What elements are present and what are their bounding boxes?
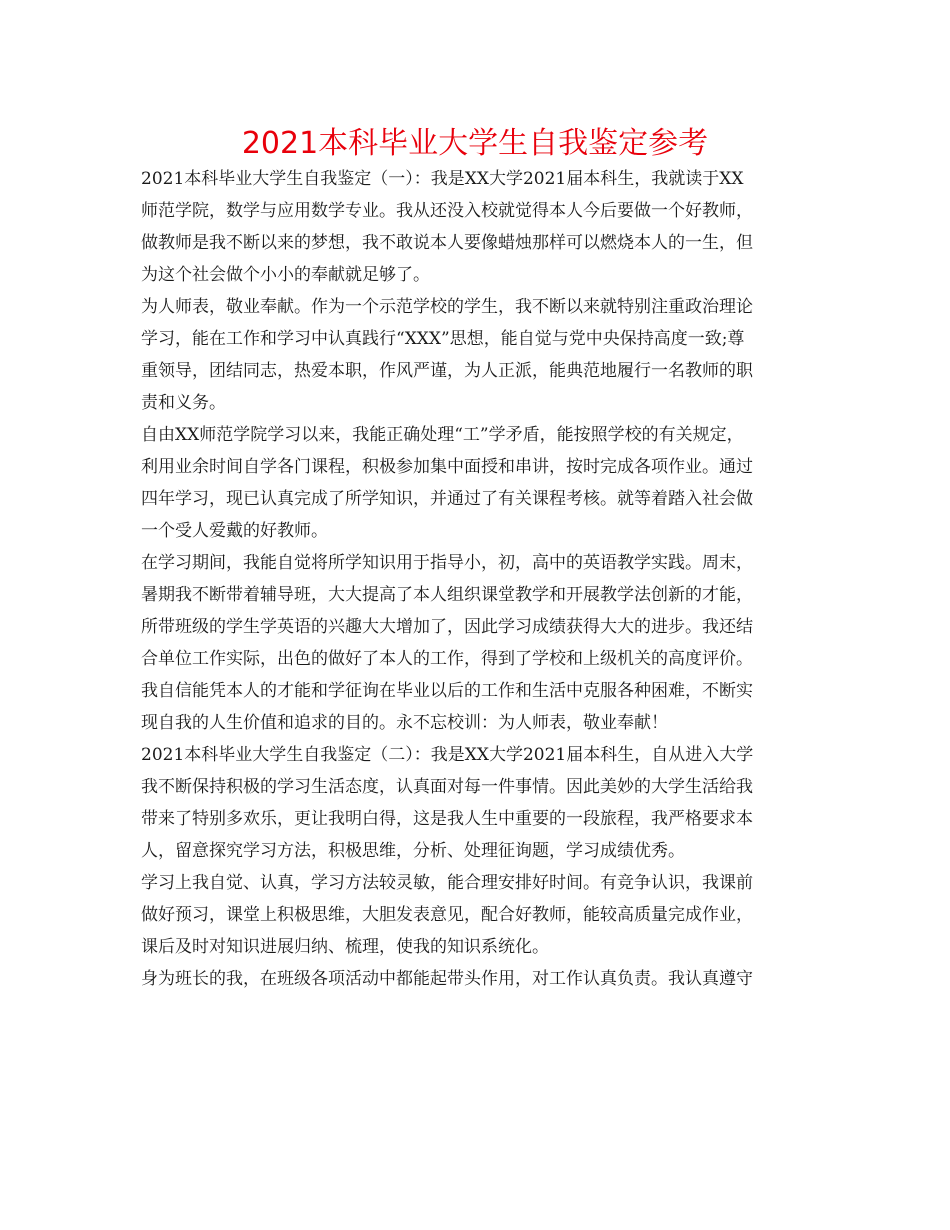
body-line: 一个受人爱戴的好教师。 bbox=[141, 521, 328, 541]
body-line: 带来了特别多欢乐，更让我明白得，这是我人生中重要的一段旅程，我严格要求本 bbox=[141, 809, 753, 829]
body-line: 我自信能凭本人的才能和学征询在毕业以后的工作和生活中克服各种困难，不断实 bbox=[141, 681, 753, 701]
body-line: 师范学院，数学与应用数学专业。我从还没入校就觉得本人今后要做一个好教师， bbox=[141, 201, 753, 221]
body-line: 四年学习，现已认真完成了所学知识，并通过了有关课程考核。就等着踏入社会做 bbox=[141, 489, 753, 509]
body-line: 重领导，团结同志，热爱本职，作风严谨，为人正派，能典范地履行一名教师的职 bbox=[141, 361, 753, 381]
body-line: 在学习期间，我能自觉将所学知识用于指导小，初，高中的英语教学实践。周末， bbox=[141, 553, 753, 573]
document-title: 2021本科毕业大学生自我鉴定参考 bbox=[241, 126, 709, 161]
body-line: 责和义务。 bbox=[141, 393, 226, 413]
body-line: 为人师表，敬业奉献。作为一个示范学校的学生，我不断以来就特别注重政治理论 bbox=[141, 297, 753, 317]
body-line: 所带班级的学生学英语的兴趣大大增加了，因此学习成绩获得大大的进步。我还结 bbox=[141, 617, 753, 637]
body-line: 2021本科毕业大学生自我鉴定（一）：我是XX大学2021届本科生，我就读于XX bbox=[141, 169, 744, 189]
body-line: 身为班长的我，在班级各项活动中都能起带头作用，对工作认真负责。我认真遵守 bbox=[141, 969, 753, 989]
body-line: 人，留意探究学习方法，积极思维，分析、处理征询题，学习成绩优秀。 bbox=[141, 841, 685, 861]
body-line: 现自我的人生价值和追求的目的。永不忘校训：为人师表，敬业奉献！ bbox=[141, 713, 668, 733]
body-line: 利用业余时间自学各门课程，积极参加集中面授和串讲，按时完成各项作业。通过 bbox=[141, 457, 753, 477]
body-line: 学习，能在工作和学习中认真践行“XXX”思想，能自觉与党中央保持高度一致;尊 bbox=[141, 329, 745, 349]
body-line: 做教师是我不断以来的梦想，我不敢说本人要像蜡烛那样可以燃烧本人的一生，但 bbox=[141, 233, 753, 253]
document-body bbox=[141, 163, 831, 995]
body-line: 学习上我自觉、认真，学习方法较灵敏，能合理安排好时间。有竞争认识，我课前 bbox=[141, 873, 753, 893]
body-line: 做好预习，课堂上积极思维，大胆发表意见，配合好教师，能较高质量完成作业， bbox=[141, 905, 753, 925]
body-line: 为这个社会做个小小的奉献就足够了。 bbox=[141, 265, 430, 285]
body-line: 2021本科毕业大学生自我鉴定（二）：我是XX大学2021届本科生，自从进入大学 bbox=[141, 745, 754, 765]
body-line: 我不断保持积极的学习生活态度，认真面对每一件事情。因此美妙的大学生活给我 bbox=[141, 777, 753, 797]
body-line: 课后及时对知识进展归纳、梳理，使我的知识系统化。 bbox=[141, 937, 549, 957]
body-line: 自由XX师范学院学习以来，我能正确处理“工”学矛盾，能按照学校的有关规定， bbox=[141, 425, 744, 445]
body-line: 暑期我不断带着辅导班，大大提高了本人组织课堂教学和开展教学法创新的才能， bbox=[141, 585, 753, 605]
body-line: 合单位工作实际，出色的做好了本人的工作，得到了学校和上级机关的高度评价。 bbox=[141, 649, 753, 669]
